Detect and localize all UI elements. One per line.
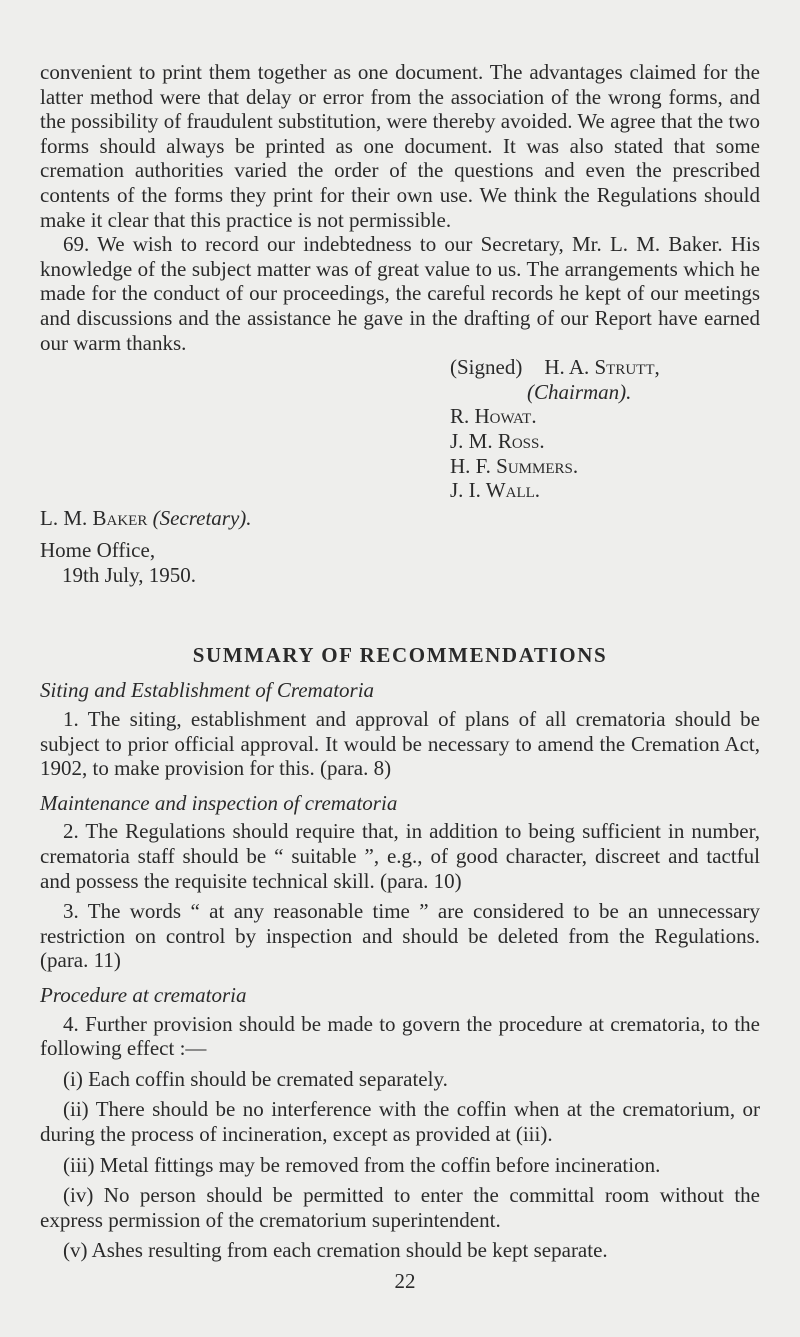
recommendation-paragraph: 3. The words “ at any reasonable time ” are considered to be an unnecessary restriction on control by inspection and should be deleted from the Regulations. (para. 11) (40, 899, 760, 973)
member-signature: J. I. Wall. (450, 478, 541, 503)
chairman-name: H. A. Strutt, (544, 355, 660, 380)
list-item: (iv) No person should be permitted to enter the committal room without the express permission of the crematorium superintendent. (40, 1183, 760, 1232)
section-heading: Procedure at crematoria (40, 983, 247, 1007)
opening-paragraph: convenient to print them together as one document. The advantages claimed for the latter method were that delay or error from the association of the wrong forms, and the possibility of fraudulent substitution, were thereby avoided. We agree that the two forms should always be printed as one document. It was also stated that some cremation authorities varied the order of the questions and even the prescribed contents of the forms they print for their own use. We think the Regulations should make it clear that this practice is not permissible. (40, 60, 760, 232)
secretary-name: L. M. Baker (40, 505, 148, 530)
member-signature: J. M. Ross. (450, 428, 545, 453)
recommendation-paragraph: 1. The siting, establishment and approval of plans of all crematoria should be subject to prior official approval. It would be necessary to amend the Cremation Act, 1902, to make provision for this. (para. 8) (40, 707, 760, 781)
signature-block (450, 355, 760, 503)
secretary-role: (Secretary). (152, 505, 252, 530)
place-line: Home Office, (40, 538, 156, 563)
recommendation-paragraph: 2. The Regulations should require that, in addition to being sufficient in number, crematoria staff should be “ suitable ”, e.g., of good character, discreet and tactful and possess the requisite technical skill. (para. 10) (40, 819, 760, 893)
list-item: (i) Each coffin should be cremated separately. (63, 1066, 448, 1091)
paragraph-69: 69. We wish to record our indebtedness to our Secretary, Mr. L. M. Baker. His knowledge of the subject matter was of great value to us. The arrangements which he made for the conduct of our proceedings, the careful records he kept of our meetings and discussions and the assistance he gave in the drafting of our Report have earned our warm thanks. (40, 232, 760, 355)
chairman-role: (Chairman). (527, 379, 632, 404)
list-item: (ii) There should be no interference with the coffin when at the crematorium, or during the process of incineration, except as provided at (iii). (40, 1097, 760, 1146)
date-line: 19th July, 1950. (62, 562, 196, 587)
section-heading: Siting and Establishment of Crematoria (40, 678, 375, 703)
list-item: (iii) Metal fittings may be removed from the coffin before incineration. (63, 1152, 661, 1177)
section-heading: Maintenance and inspection of crematoria (40, 790, 398, 815)
page-number: 22 (394, 1268, 416, 1293)
recommendation-paragraph: 4. Further provision should be made to govern the procedure at crematoria, to the following effect :— (40, 1011, 760, 1061)
member-signature: R. Howat. (450, 404, 537, 429)
signed-label: (Signed) (450, 355, 523, 380)
chairman-signature-line (450, 355, 760, 380)
member-signature: H. F. Summers. (450, 453, 579, 478)
summary-title: SUMMARY OF RECOMMENDATIONS (192, 643, 608, 668)
secretary-line (40, 506, 760, 531)
list-item: (v) Ashes resulting from each cremation should be kept separate. (63, 1238, 608, 1263)
